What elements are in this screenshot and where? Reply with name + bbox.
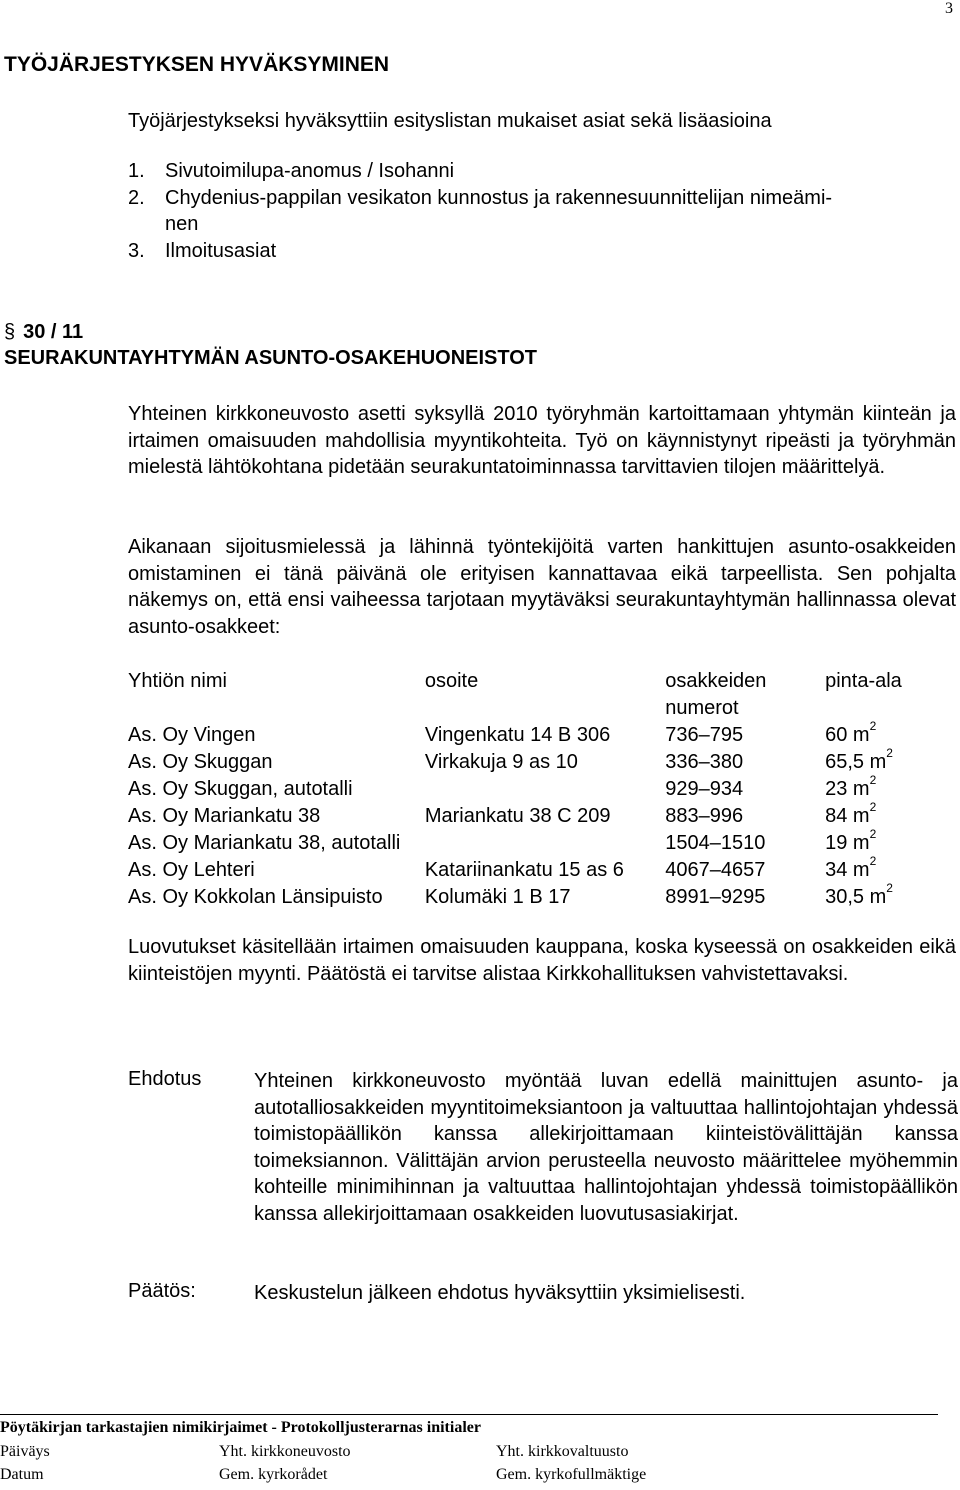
company-name: As. Oy Mariankatu 38 — [128, 805, 321, 827]
table-row — [128, 803, 960, 830]
header-area: pinta-ala — [825, 670, 902, 692]
footer-date-fi: Päiväys — [0, 1443, 50, 1460]
footer-title: Pöytäkirjan tarkastajien nimikirjaimet - Protokolljusterarnas initialer — [0, 1419, 481, 1436]
area — [825, 719, 960, 749]
area-unit: m — [869, 886, 887, 908]
area-exponent: 2 — [886, 881, 893, 895]
share-numbers: 336–380 — [665, 751, 744, 773]
share-numbers: 4067–4657 — [665, 859, 766, 881]
address — [425, 830, 665, 857]
area-exponent: 2 — [869, 773, 877, 787]
area — [825, 800, 960, 830]
address: Vingenkatu 14 B 306 — [424, 724, 611, 746]
list-item — [128, 185, 832, 212]
area — [825, 827, 960, 857]
area-unit: m — [852, 778, 870, 800]
list-text: Chydenius-pappilan vesikaton kunnostus ja rakennesuunnittelijan nimeämi- — [165, 186, 833, 209]
footer-date-sv: Datum — [0, 1466, 44, 1483]
area-value: 19 — [825, 832, 848, 854]
paragraph-2: Aikanaan sijoitusmielessä ja lähinnä työntekijöitä varten hankittujen asunto-osakkeiden omistaminen ei tänä päivänä ole erityisen kannattavaa eikä tarpeellista. Sen pohjalta näkemys on, että ensi vaiheessa tarjotaan myytäväksi seurakuntayhtymän hallinnassa olevat asunto-osakkeet: — [128, 536, 956, 638]
area-value: 60 — [825, 724, 848, 746]
header-address: osoite — [424, 670, 479, 692]
table-row — [128, 776, 960, 803]
footer-council-fi: Yht. kirkkoneuvosto — [219, 1443, 351, 1460]
header-shares-line2: numerot — [665, 697, 739, 719]
area-unit: m — [852, 805, 870, 827]
agenda-intro: Työjärjestykseksi hyväksyttiin esityslistan mukaiset asiat sekä lisäasioina — [128, 110, 772, 132]
paragraph-3: Luovutukset käsitellään irtaimen omaisuuden kauppana, koska kyseessä on osakkeiden eikä kiinteistöjen myynti. Päätöstä ei tarvitse alistaa Kirkkohallituksen vahvistettavaksi. — [128, 936, 956, 985]
header-shares — [665, 668, 825, 695]
table-row — [128, 884, 960, 911]
list-text: Ilmoitusasiat — [165, 239, 277, 262]
address: Mariankatu 38 C 209 — [424, 805, 611, 827]
area — [825, 854, 960, 884]
proposal-text: Yhteinen kirkkoneuvosto myöntää luvan edellä mainittujen asunto- ja autotalliosakkeiden myyntitoimeksiantoon ja valtuuttaa hallintojohtajan yhdessä toimistopäällikön kanssa allekirjoittamaan kiinteistövälittäjän kanssa toimeksiannon. Välittäjän arvion perusteella neuvosto määrittelee myöhemmin kohteille minimihinnan ja valtuuttaa hallintojohtajan yhdessä toimistopäällikön kanssa allekirjoittamaan osakkeiden luovutusasiakirjat. — [254, 1070, 958, 1225]
area-unit: m — [852, 832, 870, 854]
section-title: SEURAKUNTAYHTYMÄN ASUNTO-OSAKEHUONEISTOT — [4, 347, 537, 369]
footer-council-sv: Gem. kyrkorådet — [219, 1466, 328, 1483]
list-number: 2. — [128, 186, 145, 209]
proposal-label: Ehdotus — [128, 1068, 202, 1090]
area-exponent: 2 — [869, 719, 877, 733]
paragraph-symbol: § — [4, 321, 16, 343]
footer-divider — [0, 1414, 938, 1415]
area-exponent: 2 — [869, 800, 877, 814]
area — [825, 881, 960, 911]
area-exponent: 2 — [869, 854, 877, 868]
share-numbers: 736–795 — [665, 724, 744, 746]
company-name: As. Oy Vingen — [128, 724, 256, 746]
agenda-list — [128, 158, 832, 264]
address: Kolumäki 1 B 17 — [424, 886, 571, 908]
list-text: Sivutoimilupa-anomus / Isohanni — [165, 160, 455, 182]
list-number: 3. — [128, 239, 145, 262]
share-numbers: 883–996 — [665, 805, 744, 827]
list-item-continuation: nen — [165, 213, 199, 235]
area-unit: m — [869, 751, 887, 773]
list-number: 1. — [128, 160, 145, 182]
table-row — [128, 722, 960, 749]
table-row — [128, 830, 960, 857]
section-number — [4, 321, 83, 344]
area-exponent: 2 — [886, 746, 893, 760]
footer-assembly-sv: Gem. kyrkofullmäktige — [496, 1466, 647, 1483]
area-exponent: 2 — [869, 827, 877, 841]
share-numbers: 929–934 — [665, 778, 744, 800]
area-unit: m — [852, 724, 870, 746]
header-shares-line1: osakkeiden — [665, 670, 767, 692]
page-number: 3 — [945, 0, 953, 17]
company-name: As. Oy Mariankatu 38, autotalli — [128, 832, 401, 854]
decision-text: Keskustelun jälkeen ehdotus hyväksyttiin yksimielisesti. — [254, 1282, 746, 1304]
area-value: 30,5 — [825, 886, 865, 908]
apartment-table — [128, 668, 960, 911]
area-value: 23 — [825, 778, 848, 800]
address — [425, 776, 665, 803]
list-item — [128, 158, 832, 185]
area-unit: m — [852, 859, 870, 881]
company-name: As. Oy Skuggan — [128, 751, 273, 773]
address: Katariinankatu 15 as 6 — [424, 859, 624, 881]
area — [825, 746, 960, 776]
agenda-heading: TYÖJÄRJESTYKSEN HYVÄKSYMINEN — [4, 53, 390, 76]
area-value: 34 — [825, 859, 848, 881]
share-numbers: 1504–1510 — [665, 832, 766, 854]
paragraph-1: Yhteinen kirkkoneuvosto asetti syksyllä 2010 työryhmän kartoittamaan yhtymän kiinteän ja irtaimen omaisuuden mahdollisia myyntikohteita. Työ on käynnistynyt ripeästi ja työryhmän mielestä lähtökohtana pidetään seurakuntatoiminnassa tarvittavien tilojen määrittelyä. — [128, 403, 956, 478]
area-value: 65,5 — [825, 751, 865, 773]
table-row — [128, 749, 960, 776]
company-name: As. Oy Lehteri — [128, 859, 255, 881]
footer-assembly-fi: Yht. kirkkovaltuusto — [496, 1443, 629, 1460]
area — [825, 773, 960, 803]
header-company: Yhtiön nimi — [128, 670, 227, 692]
table-header-row — [128, 668, 960, 695]
decision-label: Päätös: — [128, 1280, 196, 1302]
table-row — [128, 857, 960, 884]
company-name: As. Oy Skuggan, autotalli — [128, 778, 353, 800]
share-numbers: 8991–9295 — [665, 886, 766, 908]
section-number-text: 30 / 11 — [23, 321, 84, 343]
list-item — [128, 238, 832, 265]
area-value: 84 — [825, 805, 848, 827]
address: Virkakuja 9 as 10 — [424, 751, 578, 773]
company-name: As. Oy Kokkolan Länsipuisto — [128, 886, 383, 908]
table-header-row-2 — [128, 695, 960, 722]
